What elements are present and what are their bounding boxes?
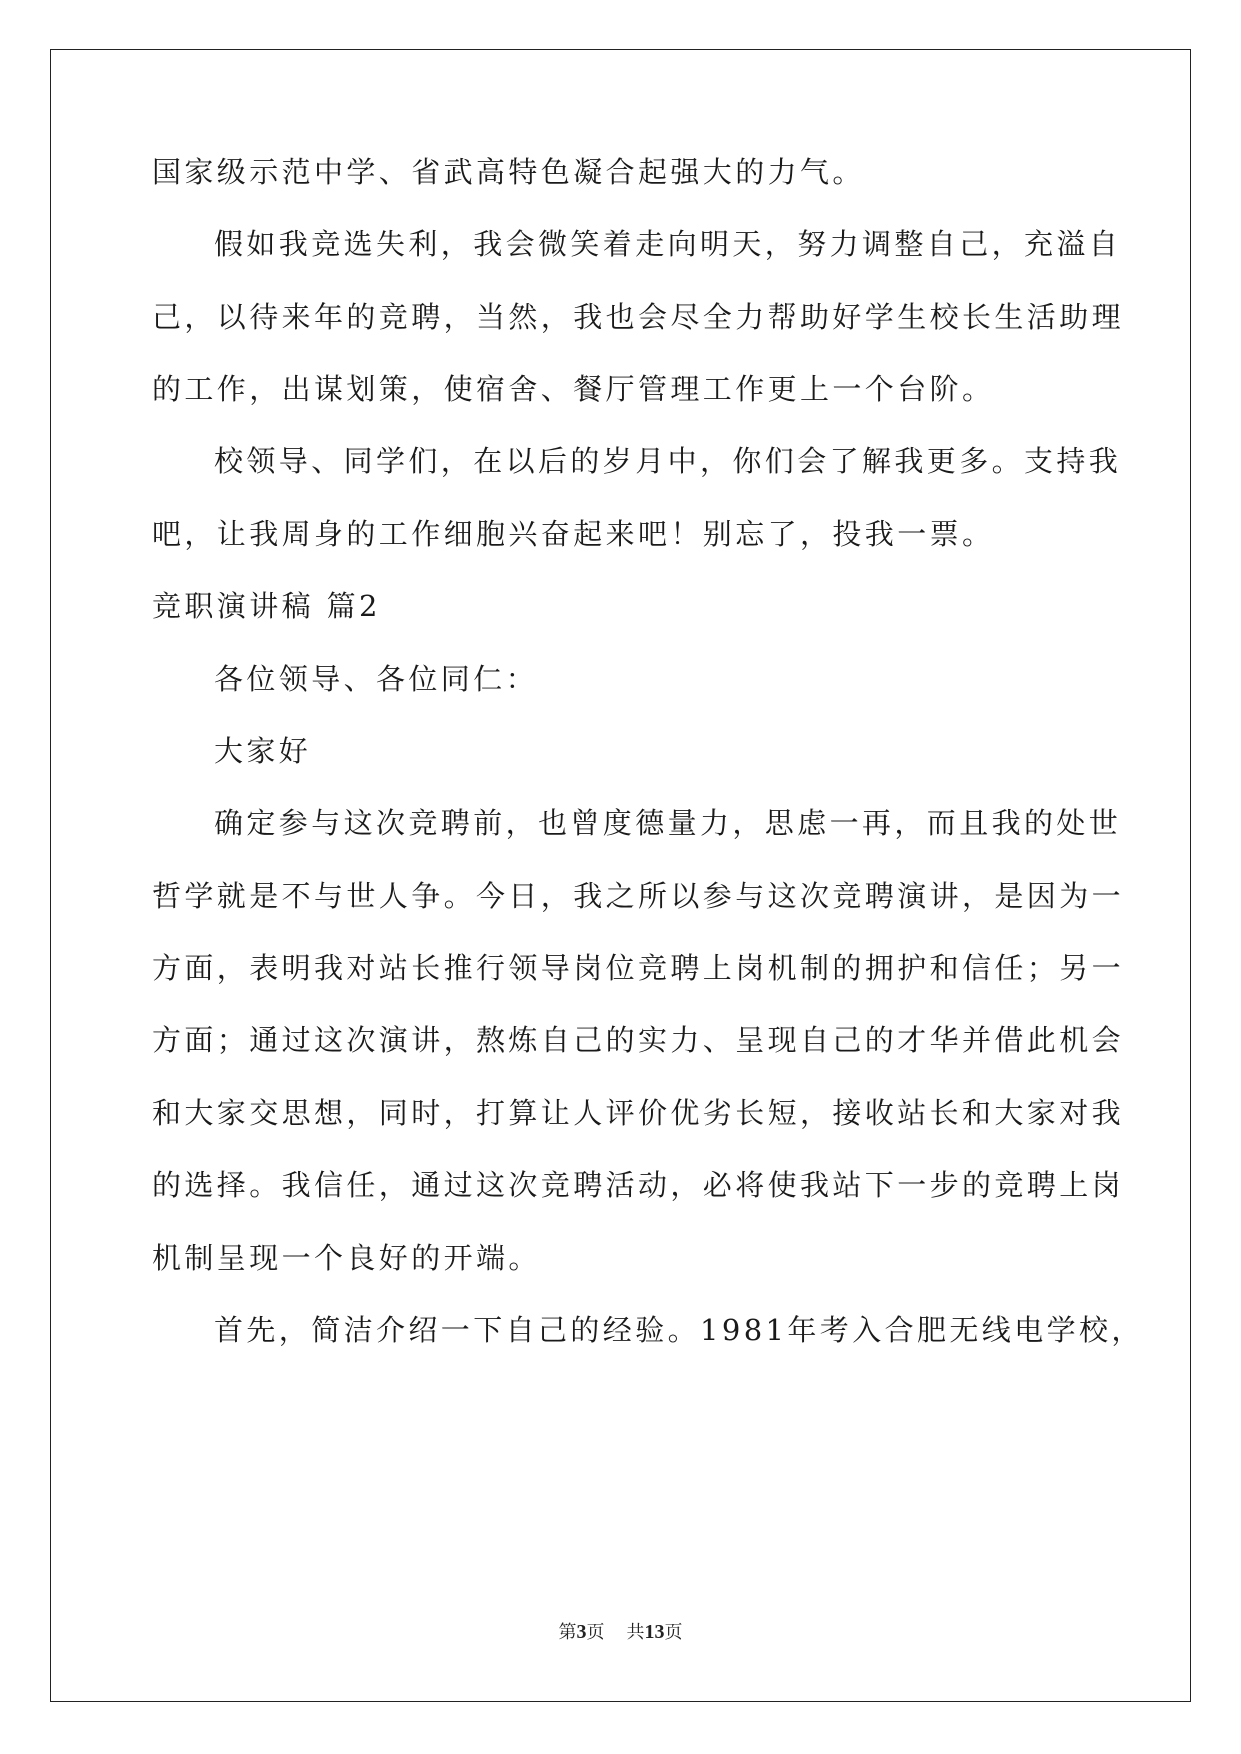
body-line-5: 校领导、同学们，在以后的岁月中，你们会了解我更多。支持我 [214,444,1122,478]
body-line-11: 哲学就是不与世人争。今日，我之所以参与这次竞聘演讲，是因为一 [152,879,1125,913]
body-line-15: 的选择。我信任，通过这次竞聘活动，必将使我站下一步的竞聘上岗 [152,1168,1125,1202]
page-footer [0,1620,1241,1645]
body-line-2: 假如我竞选失利，我会微笑着走向明天，努力调整自己，充溢自 [214,227,1122,261]
body-line-13: 方面；通过这次演讲，熬炼自己的实力、呈现自己的才华并借此机会 [152,1023,1125,1057]
body-line-6: 吧，让我周身的工作细胞兴奋起来吧！别忘了，投我一票。 [152,517,995,551]
body-line-17: 首先，简洁介绍一下自己的经验。1981年考入合肥无线电学校， [214,1313,1144,1347]
footer-total-suffix: 页 [664,1622,683,1643]
footer-page-prefix: 第 [558,1622,577,1643]
footer-page-suffix: 页 [586,1622,605,1643]
body-line-10: 确定参与这次竞聘前，也曾度德量力，思虑一再，而且我的处世 [214,806,1122,840]
body-line-1: 国家级示范中学、省武高特色凝合起强大的力气。 [152,155,865,189]
greeting: 大家好 [214,734,312,768]
footer-page-number: 3 [576,1621,587,1643]
footer-total-prefix: 共 [626,1622,645,1643]
salutation: 各位领导、各位同仁： [214,662,539,696]
footer-total-pages: 13 [644,1621,665,1643]
body-line-12: 方面，表明我对站长推行领导岗位竞聘上岗机制的拥护和信任；另一 [152,951,1125,985]
body-line-14: 和大家交思想，同时，打算让人评价优劣长短，接收站长和大家对我 [152,1096,1125,1130]
body-line-4: 的工作，出谋划策，使宿舍、餐厅管理工作更上一个台阶。 [152,372,995,406]
section-heading: 竞职演讲稿 篇2 [152,589,381,623]
body-line-3: 己，以待来年的竞聘，当然，我也会尽全力帮助好学生校长生活助理 [152,300,1125,334]
body-line-16: 机制呈现一个良好的开端。 [152,1241,541,1275]
